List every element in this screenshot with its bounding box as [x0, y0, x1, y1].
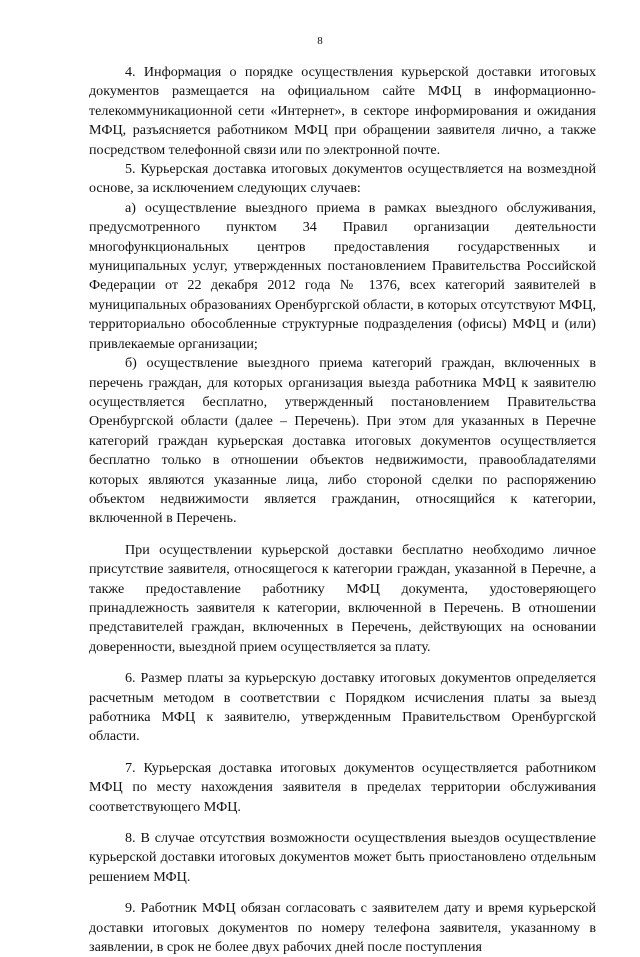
paragraph-9-scheduling: 9. Работник МФЦ обязан согласовать с заявителем дату и время курьерской доставки итоговых документов по номеру телефона заявителя, указанному в заявлении, в срок не более двух рабочих дней после поступления: [89, 900, 596, 956]
subparagraph-b: б) осуществление выездного приема категорий граждан, включенных в перечень граждан, для которых организация выезда работника МФЦ к заявителю осуществляется бесплатно, утвержденный постановлением Правительства Оренбургской области (далее – Перечень). При этом для указанных в Перечне категорий граждан курьерская доставка итоговых документов осуществляется бесплатно только в отношении объектов недвижимости, правообладателями которых являются указанные лица, либо стороной сделки по распоряжению объектом недвижимости является гражданин, относящийся к категории, включенной в Перечень.: [89, 355, 596, 527]
paragraph-free-delivery-conditions: При осуществлении курьерской доставки бесплатно необходимо личное присутствие заявителя, относящегося к категории граждан, указанной в Перечне, а также предоставление работнику МФЦ документа, удостоверяющего принадлежность заявителя к категории, включенной в Перечень. В отношении представителей граждан, включенных в Перечень, действующих на основании доверенности, выездной прием осуществляется за плату.: [89, 541, 596, 655]
paragraph-6-fee: 6. Размер платы за курьерскую доставку итоговых документов определяется расчетным методом в соответствии с Порядком исчисления платы за выезд работника МФЦ к заявителю, утвержденным Правительством Оренбургской области.: [89, 670, 596, 745]
paragraph-7-location: 7. Курьерская доставка итоговых документов осуществляется работником МФЦ по месту нахождения заявителя в пределах территории обслуживания соответствующего МФЦ.: [89, 759, 596, 815]
paragraph-8-suspension: 8. В случае отсутствия возможности осуществления выездов осуществление курьерской доставки итоговых документов может быть приостановлено отдельным решением МФЦ.: [89, 830, 596, 885]
page-number: 8: [317, 35, 323, 47]
paragraph-4-info: 4. Информация о порядке осуществления курьерской доставки итоговых документов размещается на официальном сайте МФЦ в информационно-телекоммуникационной сети «Интернет», в секторе информирования и ожидания МФЦ, разъясняется работником МФЦ при обращении заявителя лично, а также посредством телефонной связи или по электронной почте.: [89, 64, 596, 158]
subparagraph-a: а) осуществление выездного приема в рамках выездного обслуживания, предусмотренного пунктом 34 Правил организации деятельности многофункциональных центров предоставления государственных и муниципальных услуг, утвержденных постановлением Правительства Российской Федерации от 22 декабря 2012 года № 1376, всех категорий заявителей в муниципальных образованиях Оренбургской области, в которых отсутствуют МФЦ, территориально обособленные структурные подразделения (офисы) МФЦ и (или) привлекаемые организации;: [89, 199, 596, 352]
paragraph-5-delivery-basis: 5. Курьерская доставка итоговых документов осуществляется на возмездной основе, за исключением следующих случаев:: [89, 161, 596, 197]
document-body: [89, 63, 596, 957]
